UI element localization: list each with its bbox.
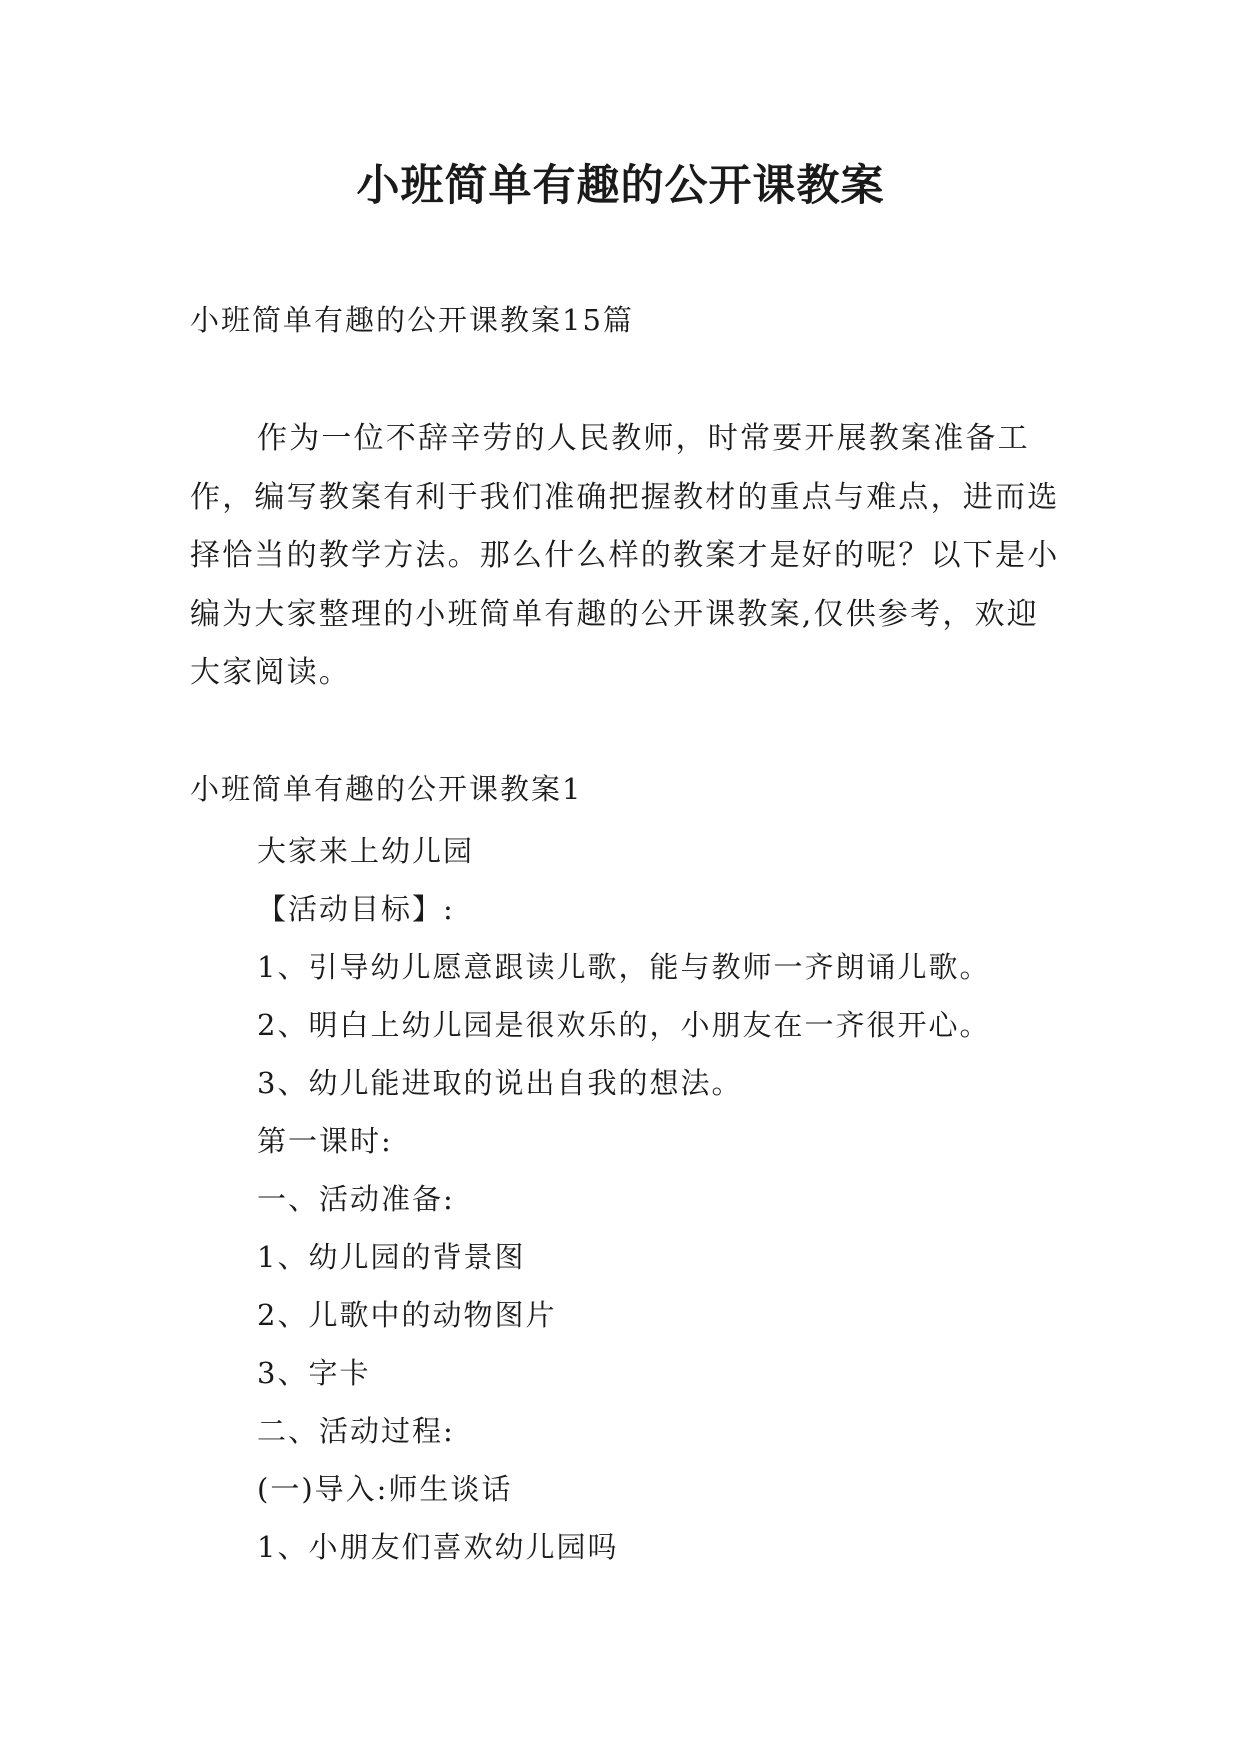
text-line: 3、字卡 xyxy=(257,1356,371,1390)
intro-paragraph: 作为一位不辞辛劳的人民教师，时常要开展教案准备工作，编写教案有利于我们准确把握教材的重点与难点，进而选择恰当的教学方法。那么什么样的教案才是好的呢？以下是小编为大家整理的小班简单有趣的公开课教案,仅供参考，欢迎大家阅读。 xyxy=(190,421,1060,690)
text-line: (一)导入:师生谈话 xyxy=(257,1472,513,1506)
text-line: 1、小朋友们喜欢幼儿园吗 xyxy=(257,1530,619,1564)
text-line: 3、幼儿能进取的说出自我的想法。 xyxy=(257,1066,743,1100)
document-subtitle: 小班简单有趣的公开课教案15篇 xyxy=(190,303,634,337)
section-heading: 小班简单有趣的公开课教案1 xyxy=(190,772,583,806)
text-line: 2、明白上幼儿园是很欢乐的，小朋友在一齐很开心。 xyxy=(257,1008,991,1042)
text-line: 二、活动过程: xyxy=(257,1414,455,1448)
text-line: 第一课时: xyxy=(257,1124,393,1158)
document-title: 小班简单有趣的公开课教案 xyxy=(356,161,885,211)
text-line: 一、活动准备: xyxy=(257,1182,455,1216)
text-line: 2、儿歌中的动物图片 xyxy=(257,1298,557,1332)
text-line: 1、幼儿园的背景图 xyxy=(257,1240,526,1274)
text-line: 1、引导幼儿愿意跟读儿歌，能与教师一齐朗诵儿歌。 xyxy=(257,950,991,984)
text-line: 【活动目标】: xyxy=(257,892,455,926)
lesson-content xyxy=(257,822,990,1576)
text-line: 大家来上幼儿园 xyxy=(257,834,475,868)
